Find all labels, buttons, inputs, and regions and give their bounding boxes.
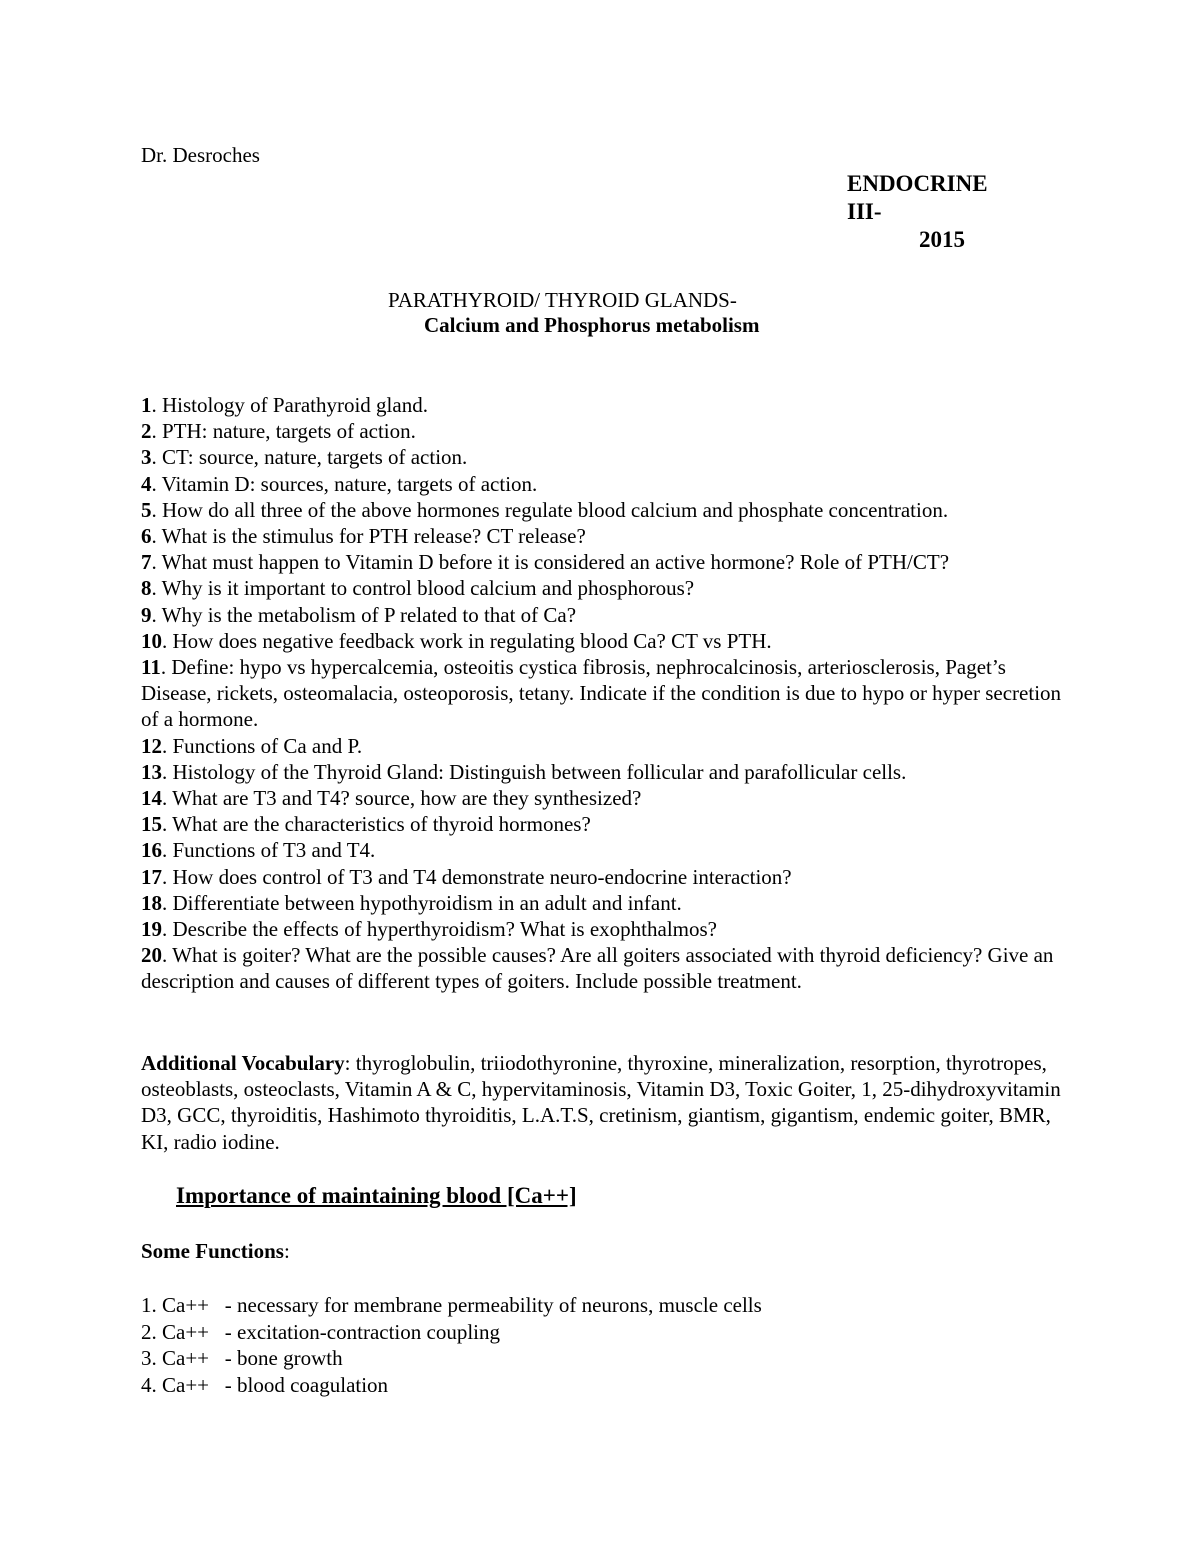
question-item: 19. Describe the effects of hyperthyroidism? What is exophthalmos? <box>141 917 717 942</box>
question-item: 17. How does control of T3 and T4 demonstrate neuro-endocrine interaction? <box>141 864 792 889</box>
question-item: 20. What is goiter? What are the possible causes? Are all goiters associated with thyroid deficiency? Give an description and causes of different types of goiters. Include possible treatment. <box>141 943 1054 994</box>
function-item: 3. Ca++ - bone growth <box>141 1346 343 1370</box>
question-list <box>141 392 1071 995</box>
course-title-line1: ENDOCRINE <box>847 171 988 196</box>
question-item: 1. Histology of Parathyroid gland. <box>141 393 428 417</box>
course-year: 2015 <box>919 227 965 252</box>
question-item: 12. Functions of Ca and P. <box>141 733 363 758</box>
vocabulary-text: : thyroglobulin, triiodothyronine, thyroxine, mineralization, resorption, thyrotropes, osteoblasts, osteoclasts, Vitamin A & C, hypervitaminosis, Vitamin D3, Toxic Goiter, 1, 25-dihydroxyvitamin D3, GCC, thyroiditis, Hashimoto thyroiditis, L.A.T.S, cretinism, giantism, gigantism, endemic goiter, BMR, KI, radio iodine. <box>141 1051 1061 1154</box>
question-item: 4. Vitamin D: sources, nature, targets of action. <box>141 471 538 496</box>
function-item: 2. Ca++ - excitation-contraction coupling <box>141 1319 500 1344</box>
question-item: 8. Why is it important to control blood calcium and phosphorous? <box>141 576 695 601</box>
section-heading: Importance of maintaining blood [Ca++] <box>176 1183 577 1208</box>
vocabulary-label: Additional Vocabulary <box>141 1051 345 1075</box>
author-name: Dr. Desroches <box>141 143 260 167</box>
question-item: 11. Define: hypo vs hypercalcemia, osteoitis cystica fibrosis, nephrocalcinosis, arteriosclerosis, Paget’s Disease, rickets, osteomalacia, osteoporosis, tetany. Indicate if the condition is due to hypo or hyper secretion of a hormone. <box>141 655 1062 732</box>
additional-vocabulary <box>141 1050 1071 1155</box>
question-item: 9. Why is the metabolism of P related to that of Ca? <box>141 602 577 627</box>
question-item: 13. Histology of the Thyroid Gland: Distinguish between follicular and parafollicular cells. <box>141 759 907 784</box>
course-title-line2: III- <box>847 199 882 224</box>
functions-list <box>141 1292 762 1398</box>
question-item: 18. Differentiate between hypothyroidism in an adult and infant. <box>141 890 682 915</box>
question-item: 6. What is the stimulus for PTH release? CT release? <box>141 524 586 549</box>
question-item: 10. How does negative feedback work in regulating blood Ca? CT vs PTH. <box>141 628 772 653</box>
function-item: 1. Ca++ - necessary for membrane permeability of neurons, muscle cells <box>141 1293 762 1317</box>
question-item: 5. How do all three of the above hormones regulate blood calcium and phosphate concentration. <box>141 497 949 522</box>
question-item: 2. PTH: nature, targets of action. <box>141 419 416 444</box>
functions-label: Some Functions: <box>141 1239 290 1263</box>
document-title: PARATHYROID/ THYROID GLANDS- <box>388 288 737 312</box>
document-subtitle: Calcium and Phosphorus metabolism <box>424 313 760 337</box>
question-item: 15. What are the characteristics of thyroid hormones? <box>141 812 591 837</box>
function-item: 4. Ca++ - blood coagulation <box>141 1372 389 1397</box>
course-title <box>847 170 988 254</box>
question-item: 3. CT: source, nature, targets of action. <box>141 445 468 470</box>
question-item: 7. What must happen to Vitamin D before it is considered an active hormone? Role of PTH/CT? <box>141 550 950 575</box>
question-item: 14. What are T3 and T4? source, how are they synthesized? <box>141 786 642 811</box>
question-item: 16. Functions of T3 and T4. <box>141 838 376 863</box>
